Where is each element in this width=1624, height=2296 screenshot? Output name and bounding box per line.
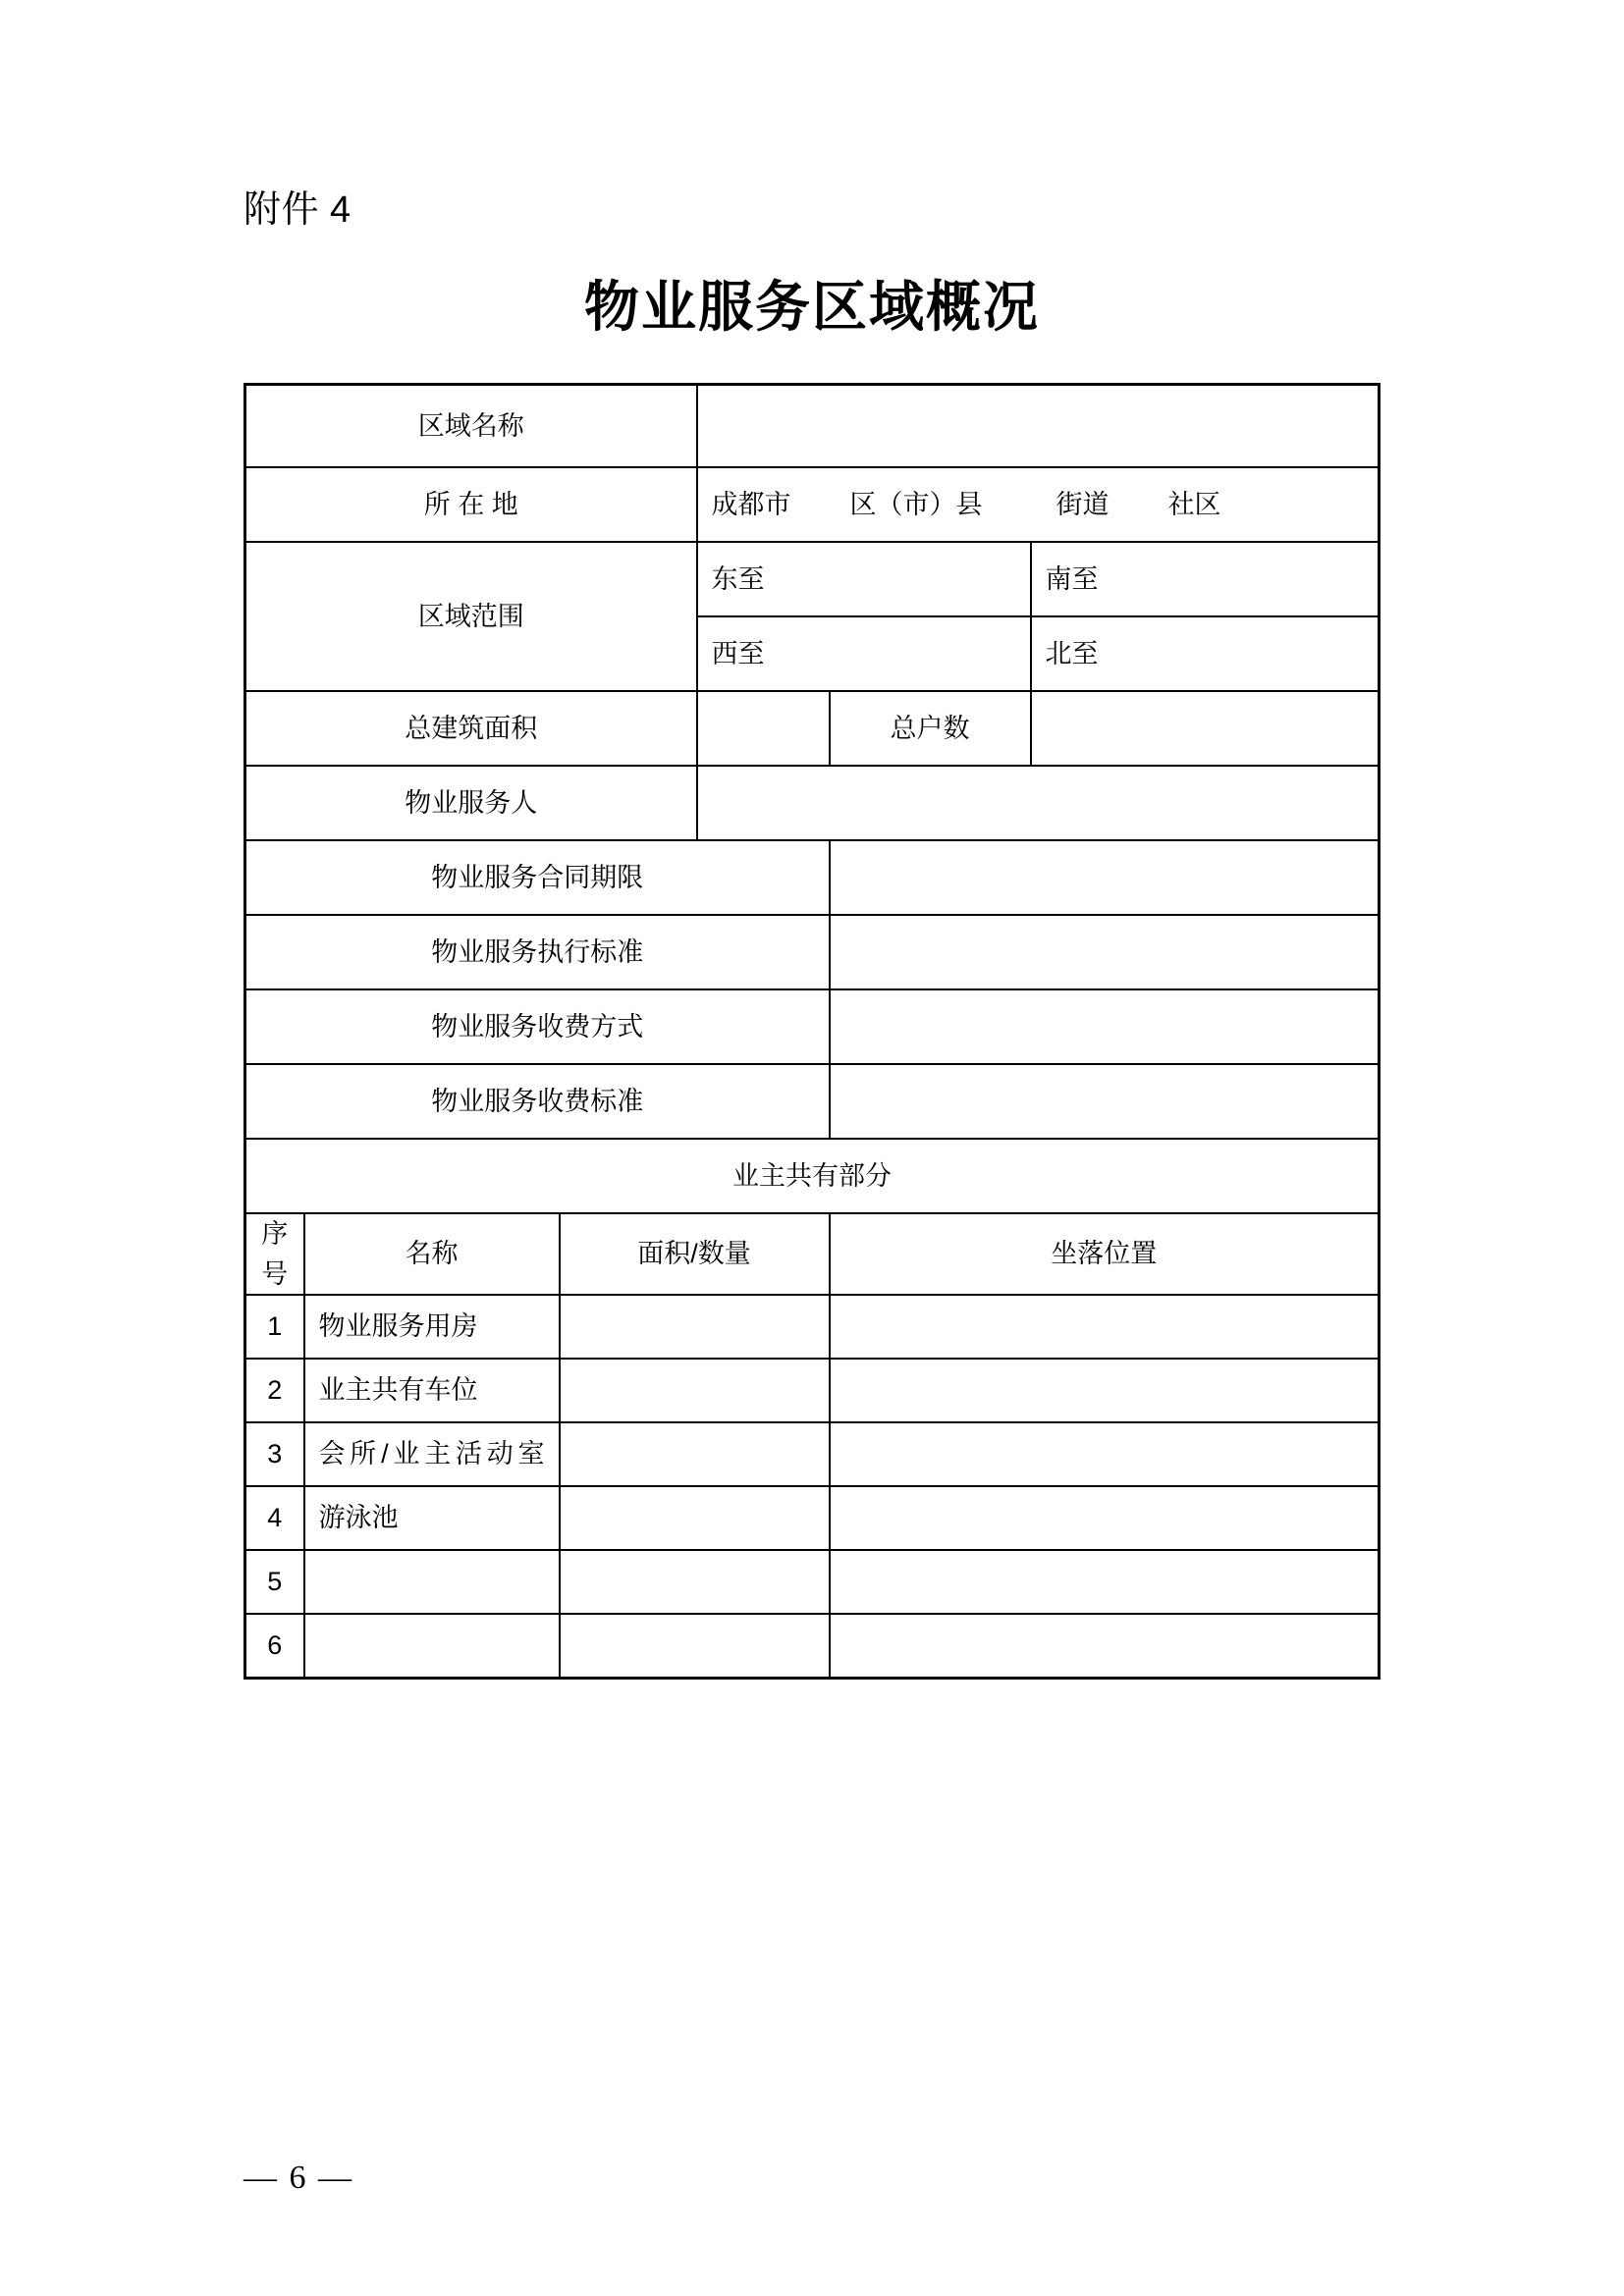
cell-location[interactable]: [830, 1614, 1380, 1679]
cell-name[interactable]: [304, 1550, 560, 1614]
row-service-provider: [245, 766, 1380, 840]
cell-name-text: 会所/业主活动室: [318, 1438, 545, 1468]
page-number-footer: — 6 —: [244, 2160, 353, 2196]
value-scope-south[interactable]: [1031, 542, 1380, 616]
cell-no: 5: [245, 1550, 304, 1614]
value-area-name[interactable]: [697, 385, 1380, 468]
column-header-amount: 面积/数量: [560, 1213, 830, 1295]
row-total-area: [245, 691, 1380, 766]
value-scope-north[interactable]: [1031, 616, 1380, 691]
row-common-parts-header: [245, 1139, 1380, 1213]
label-area-name: 区域名称: [245, 385, 697, 468]
label-scope-west: 西至: [711, 638, 765, 668]
column-header-location: 坐落位置: [830, 1213, 1380, 1295]
row-area-name: [245, 385, 1380, 468]
table-row: [245, 1422, 1380, 1486]
cell-no: 4: [245, 1486, 304, 1550]
cell-location[interactable]: [830, 1359, 1380, 1422]
cell-location[interactable]: [830, 1486, 1380, 1550]
label-scope-south: 南至: [1045, 563, 1099, 594]
cell-no: 6: [245, 1614, 304, 1679]
value-scope-east[interactable]: [697, 542, 1031, 616]
cell-name[interactable]: 游泳池: [304, 1486, 560, 1550]
table-row: [245, 1486, 1380, 1550]
table-row: [245, 1295, 1380, 1359]
row-location: [245, 467, 1380, 542]
cell-no: 1: [245, 1295, 304, 1359]
property-service-area-form: [244, 383, 1378, 1680]
label-total-area: 总建筑面积: [245, 691, 697, 766]
cell-name[interactable]: [304, 1614, 560, 1679]
page-title: 物业服务区域概况: [584, 278, 1040, 339]
label-scope-north: 北至: [1045, 638, 1099, 668]
table-row: [245, 1359, 1380, 1422]
cell-name[interactable]: [304, 1422, 560, 1486]
cell-location[interactable]: [830, 1550, 1380, 1614]
label-fee-standard: 物业服务收费标准: [245, 1064, 830, 1139]
column-header-no: 序号: [245, 1213, 304, 1295]
cell-name[interactable]: 物业服务用房: [304, 1295, 560, 1359]
label-fee-method: 物业服务收费方式: [245, 989, 830, 1064]
cell-amount[interactable]: [560, 1550, 830, 1614]
cell-name[interactable]: 业主共有车位: [304, 1359, 560, 1422]
cell-amount[interactable]: [560, 1359, 830, 1422]
label-total-households: 总户数: [830, 691, 1031, 766]
form-table: [244, 383, 1380, 1680]
label-service-provider: 物业服务人: [245, 766, 697, 840]
value-contract-term[interactable]: [830, 840, 1380, 915]
cell-no: 2: [245, 1359, 304, 1422]
row-common-parts-columns: [245, 1213, 1380, 1295]
value-total-area[interactable]: [697, 691, 830, 766]
row-fee-method: [245, 989, 1380, 1064]
cell-amount[interactable]: [560, 1295, 830, 1359]
label-contract-term: 物业服务合同期限: [245, 840, 830, 915]
column-header-name: 名称: [304, 1213, 560, 1295]
attachment-label: 附件 4: [244, 189, 352, 231]
cell-no: 3: [245, 1422, 304, 1486]
value-service-provider[interactable]: [697, 766, 1380, 840]
cell-location[interactable]: [830, 1295, 1380, 1359]
value-fee-method[interactable]: [830, 989, 1380, 1064]
cell-amount[interactable]: [560, 1486, 830, 1550]
row-fee-standard: [245, 1064, 1380, 1139]
label-service-standard: 物业服务执行标准: [245, 915, 830, 989]
value-service-standard[interactable]: [830, 915, 1380, 989]
table-row: [245, 1550, 1380, 1614]
cell-amount[interactable]: [560, 1422, 830, 1486]
cell-amount[interactable]: [560, 1614, 830, 1679]
label-scope-east: 东至: [711, 563, 765, 594]
label-location: 所 在 地: [245, 467, 697, 542]
common-parts-section-title: 业主共有部分: [245, 1139, 1380, 1213]
row-contract-term: [245, 840, 1380, 915]
label-scope: 区域范围: [245, 542, 697, 691]
value-location[interactable]: 成都市 区（市）县 街道 社区: [697, 467, 1380, 542]
table-row: [245, 1614, 1380, 1679]
value-scope-west[interactable]: [697, 616, 1031, 691]
row-scope-east-south: [245, 542, 1380, 616]
row-service-standard: [245, 915, 1380, 989]
value-total-households[interactable]: [1031, 691, 1380, 766]
value-fee-standard[interactable]: [830, 1064, 1380, 1139]
cell-location[interactable]: [830, 1422, 1380, 1486]
